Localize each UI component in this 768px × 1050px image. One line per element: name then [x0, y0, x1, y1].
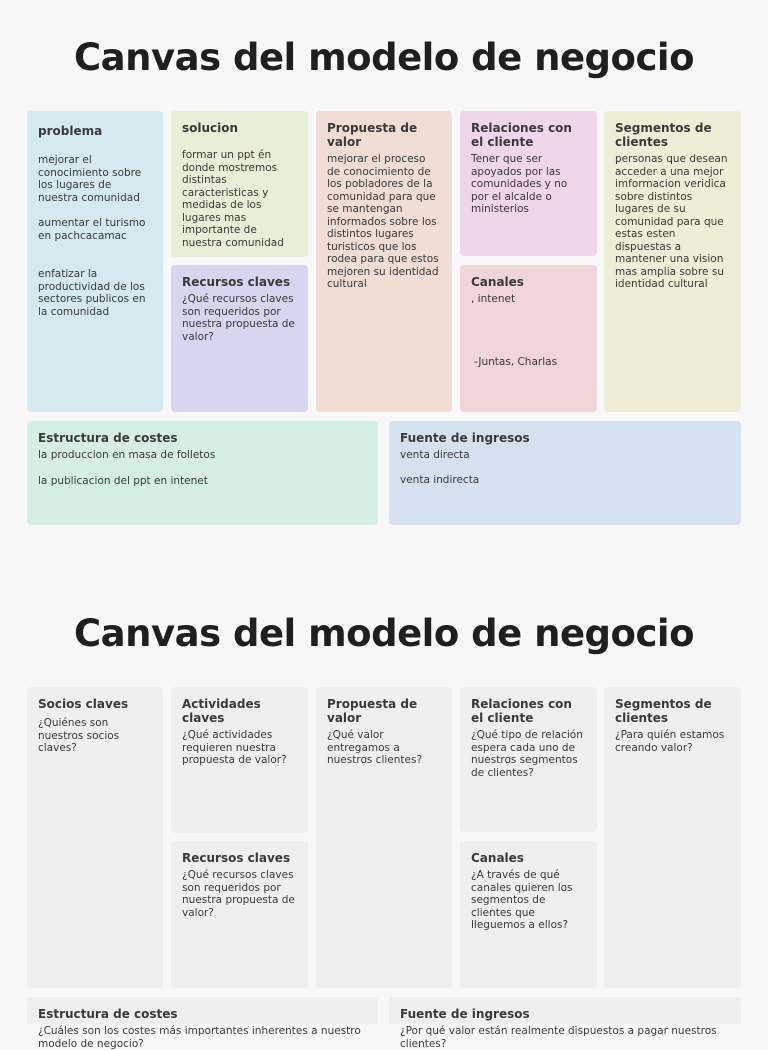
segmentos-text: personas que desean acceder a una mejor imformacion veridica sobre distintos lugares de su comunidad para que estas esten dispuestas a mantener una vision mas amplia sobre su identidad cultural [615, 153, 731, 290]
propuesta-template-text: ¿Qué valor entregamos a nuestros clientes? [327, 729, 423, 766]
segmentos-template-heading: Segmentos de clientes [615, 697, 712, 725]
canales-template-heading: Canales [471, 851, 524, 865]
canales-box[interactable] [460, 265, 597, 412]
costes-template-text: ¿Cuáles son los costes más importantes inherentes a nuestro modelo de negocio? [38, 1025, 365, 1050]
fuente-ingresos-template-box[interactable] [389, 997, 741, 1050]
socios-text: ¿Quiénes son nuestros socios claves? [38, 717, 123, 754]
fuente-ingresos-box[interactable] [389, 421, 741, 525]
problema-box[interactable] [27, 111, 163, 412]
socios-claves-box[interactable] [27, 687, 163, 988]
canales-line-1: , intenet [471, 293, 516, 305]
segmentos-template-text: ¿Para quién estamos creando valor? [615, 729, 728, 754]
relaciones-cliente-template-box[interactable] [460, 687, 597, 832]
propuesta-heading: Propuesta de valor [327, 121, 418, 149]
relaciones-template-text: ¿Qué tipo de relación espera cada uno de nuestros segmentos de clientes? [471, 729, 587, 779]
recursos-text: ¿Qué recursos claves son requeridos por nuestra propuesta de valor? [182, 293, 299, 343]
costes-line-1: la produccion en masa de folletos [38, 449, 216, 461]
relaciones-template-heading: Relaciones con el cliente [471, 697, 572, 725]
estructura-costes-template-box[interactable] [27, 997, 378, 1050]
recursos-claves-template-box[interactable] [171, 841, 308, 988]
ingresos-line-1: venta directa [400, 449, 470, 461]
recursos-claves-box[interactable] [171, 265, 308, 412]
canales-template-box[interactable] [460, 841, 597, 988]
propuesta-valor-box[interactable] [316, 111, 452, 412]
propuesta-template-heading: Propuesta de valor [327, 697, 418, 725]
segmentos-clientes-box[interactable] [604, 111, 741, 412]
ingresos-template-text: ¿Por qué valor están realmente dispuestos a pagar nuestros clientes? [400, 1025, 720, 1050]
recursos-heading: Recursos claves [182, 275, 291, 289]
problema-line-1: mejorar el conocimiento sobre los lugares de nuestra comunidad [38, 154, 145, 204]
costes-template-heading: Estructura de costes [38, 1007, 178, 1021]
actividades-text: ¿Qué actividades requieren nuestra propuesta de valor? [182, 729, 287, 766]
canvas-title-template: Canvas del modelo de negocio [74, 612, 694, 655]
solucion-heading: solucion [182, 121, 239, 135]
problema-heading: problema [38, 124, 103, 138]
propuesta-text: mejorar el proceso de conocimiento de los pobladores de la comunidad para que se mantengan informados sobre los distintos lugares turisticos que los rodea para que estos mejoren su identidad cultural [327, 153, 442, 290]
solucion-box[interactable] [171, 111, 308, 257]
problema-line-3: enfatizar la productividad de los sectores publicos en la comunidad [38, 268, 149, 318]
ingresos-heading: Fuente de ingresos [400, 431, 530, 445]
ingresos-line-2: venta indirecta [400, 473, 480, 486]
actividades-heading: Actividades claves [182, 697, 261, 725]
relaciones-text: Tener que ser apoyados por las comunidades y no por el alcalde o ministerios [471, 153, 571, 215]
recursos-template-text: ¿Qué recursos claves son requeridos por nuestra propuesta de valor? [182, 869, 299, 919]
problema-line-2: aumentar el turismo en pachcacamac [38, 217, 149, 242]
socios-heading: Socios claves [38, 697, 129, 711]
relaciones-heading: Relaciones con el cliente [471, 121, 572, 149]
canales-template-text: ¿A través de qué canales quieren los segmentos de clientes que lleguemos a ellos? [471, 869, 576, 931]
propuesta-valor-template-box[interactable] [316, 687, 452, 988]
canvas-title: Canvas del modelo de negocio [74, 36, 694, 79]
segmentos-clientes-template-box[interactable] [604, 687, 741, 988]
solucion-text: formar un ppt én donde mostremos distintas caracteristicas y medidas de los lugares mas importante de nuestra comunidad [182, 149, 284, 249]
estructura-costes-box[interactable] [27, 421, 378, 525]
segmentos-heading: Segmentos de clientes [615, 121, 712, 149]
costes-line-2: la publicacion del ppt en intenet [38, 474, 208, 487]
canales-line-2: -Juntas, Charlas [474, 355, 558, 368]
costes-heading: Estructura de costes [38, 431, 178, 445]
relaciones-cliente-box[interactable] [460, 111, 597, 256]
canales-heading: Canales [471, 275, 524, 289]
ingresos-template-heading: Fuente de ingresos [400, 1007, 530, 1021]
actividades-claves-box[interactable] [171, 687, 308, 833]
recursos-template-heading: Recursos claves [182, 851, 291, 865]
